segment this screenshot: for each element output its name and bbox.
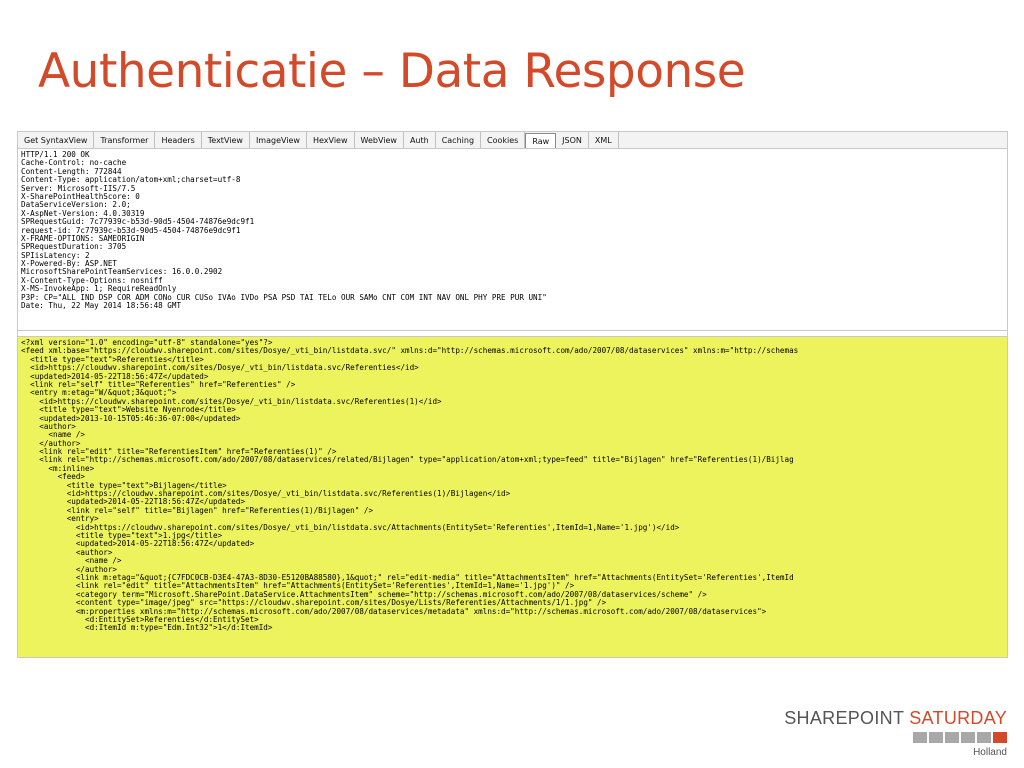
code-line: P3P: CP="ALL IND DSP COR ADM CONo CUR CUSo IVAo IVDo PSA PSD TAI TELo OUR SAMo CNT COM INT NAV ONL PHY PRE PUR UNI" <box>21 292 547 302</box>
sharepoint-saturday-logo <box>745 708 1007 760</box>
code-line: Content-Length: 772844 <box>21 166 122 176</box>
code-line: <feed> <box>21 472 86 482</box>
tab-textview[interactable]: TextView <box>202 132 250 148</box>
code-line: <title type="text">1.jpg</title> <box>21 530 223 540</box>
logo-square <box>945 732 959 743</box>
tab-json[interactable]: JSON <box>556 132 589 148</box>
code-line: <category term="Microsoft.SharePoint.DataService.AttachmentsItem" scheme="http://schemas.microsoft.com/ado/2007/08/dataservices/scheme" /> <box>21 589 707 599</box>
logo-wordmark <box>784 708 1007 729</box>
code-line: <m:inline> <box>21 463 95 473</box>
code-line: <title type="text">Referenties</title> <box>21 354 204 364</box>
code-line: <entry> <box>21 514 99 524</box>
logo-word-saturday: SATURDAY <box>909 708 1007 728</box>
logo-subtitle: Holland <box>973 747 1007 758</box>
logo-square <box>913 732 927 743</box>
response-body-pane[interactable] <box>17 336 1008 658</box>
tab-cookies[interactable]: Cookies <box>481 132 525 148</box>
code-line: <updated>2014-05-22T18:56:47Z</updated> <box>21 371 209 381</box>
fiddler-response-inspector <box>17 131 1008 659</box>
code-line: <link rel="self" title="Referenties" href="Referenties" /> <box>21 379 296 389</box>
code-line: request-id: 7c77939c-b53d-90d5-4504-74876e9dc9f1 <box>21 225 241 235</box>
tab-headers[interactable]: Headers <box>155 132 201 148</box>
logo-square <box>929 732 943 743</box>
code-line: X-FRAME-OPTIONS: SAMEORIGIN <box>21 233 145 243</box>
code-line: Cache-Control: no-cache <box>21 158 127 168</box>
logo-square <box>977 732 991 743</box>
code-line: Content-Type: application/atom+xml;charset=utf-8 <box>21 175 241 185</box>
tab-webview[interactable]: WebView <box>355 132 404 148</box>
code-line: <?xml version="1.0" encoding="utf-8" standalone="yes"?> <box>21 338 273 347</box>
tab-caching[interactable]: Caching <box>436 132 481 148</box>
tab-auth[interactable]: Auth <box>404 132 436 148</box>
code-line: HTTP/1.1 200 OK <box>21 150 90 159</box>
code-line: <link m:etag="&quot;{C7FDC0CB-D3E4-47A3-8D30-E5120BA88580},1&quot;" rel="edit-media" title="AttachmentsItem" href="Attachments(EntitySet='Referenties',ItemId <box>21 572 794 582</box>
code-line: <id>https://cloudwv.sharepoint.com/sites/Dosye/_vti_bin/listdata.svc/Referenties(1)</id> <box>21 396 442 406</box>
code-line: X-SharePointHealthScore: 0 <box>21 191 140 201</box>
code-line: <m:properties xmlns:m="http://schemas.microsoft.com/ado/2007/08/dataservices/metadata" xmlns:d="http://schemas.microsoft.com/ado/2007/08/dataservices"> <box>21 606 767 616</box>
code-line: <link rel="edit" title="AttachmentsItem" href="Attachments(EntitySet='Referenties',ItemId=1,Name='1.jpg')" /> <box>21 581 575 591</box>
tab-raw[interactable]: Raw <box>525 133 556 148</box>
code-line: <author> <box>21 547 113 557</box>
code-line: SPRequestDuration: 3705 <box>21 242 127 252</box>
tab-transformer[interactable]: Transformer <box>94 132 155 148</box>
code-line: <id>https://cloudwv.sharepoint.com/sites/Dosye/_vti_bin/listdata.svc/Referenties(1)/Bijlagen</id> <box>21 489 511 499</box>
code-line: <title type="text">Bijlagen</title> <box>21 480 227 490</box>
code-line: X-Content-Type-Options: nosniff <box>21 275 163 285</box>
code-line: <entry m:etag="W/&quot;3&quot;"> <box>21 388 177 398</box>
code-line: <link rel="http://schemas.microsoft.com/ado/2007/08/dataservices/related/Bijlagen" type="application/atom+xml;type=feed" title="Bijlagen" href="Referenties(1)/Bijlag <box>21 455 794 465</box>
code-line: <author> <box>21 421 76 431</box>
code-line: SPRequestGuid: 7c77939c-b53d-90d5-4504-74876e9dc9f1 <box>21 217 255 227</box>
response-headers-pane[interactable] <box>17 149 1008 331</box>
code-line: SPIisLatency: 2 <box>21 250 90 260</box>
code-line: </author> <box>21 438 81 448</box>
code-line: <content type="image/jpeg" src="https://cloudwv.sharepoint.com/sites/Dosye/Lists/Referenties/Attachments/1/1.jpg" /> <box>21 598 607 608</box>
code-line: X-Powered-By: ASP.NET <box>21 259 118 269</box>
code-line: <d:EntitySet>Referenties</d:EntitySet> <box>21 614 259 624</box>
logo-square-accent <box>993 732 1007 743</box>
tab-get-syntaxview[interactable]: Get SyntaxView <box>18 132 94 148</box>
code-line: <id>https://cloudwv.sharepoint.com/sites/Dosye/_vti_bin/listdata.svc/Attachments(EntitySet='Referenties',ItemId=1,Name='1.jpg')</id> <box>21 522 680 532</box>
code-line: </author> <box>21 564 118 574</box>
code-line: <link rel="self" title="Bijlagen" href="Referenties(1)/Bijlagen" /> <box>21 505 374 515</box>
code-line: X-AspNet-Version: 4.0.30319 <box>21 208 145 218</box>
logo-squares <box>913 732 1007 743</box>
logo-square <box>961 732 975 743</box>
code-line: <updated>2013-10-15T05:46:36-07:00</updated> <box>21 413 241 423</box>
code-line: <name /> <box>21 430 86 440</box>
code-line: DataServiceVersion: 2.0; <box>21 200 131 210</box>
code-line: <name /> <box>21 556 122 566</box>
code-line: <updated>2014-05-22T18:56:47Z</updated> <box>21 497 246 507</box>
code-line: <feed xml:base="https://cloudwv.sharepoint.com/sites/Dosye/_vti_bin/listdata.svc/" xmlns:d="http://schemas.microsoft.com/ado/2007/08/dataservices" xmlns:m="http://schemas <box>21 346 799 356</box>
code-line: Date: Thu, 22 May 2014 18:56:48 GMT <box>21 301 182 311</box>
code-line: Server: Microsoft-IIS/7.5 <box>21 183 136 193</box>
code-line: X-MS-InvokeApp: 1; RequireReadOnly <box>21 284 177 294</box>
tab-xml[interactable]: XML <box>589 132 619 148</box>
inspector-tab-bar <box>17 131 1008 149</box>
tab-hexview[interactable]: HexView <box>307 132 355 148</box>
code-line: <id>https://cloudwv.sharepoint.com/sites/Dosye/_vti_bin/listdata.svc/Referenties</id> <box>21 363 419 373</box>
code-line: <title type="text">Website Nyenrode</title> <box>21 405 236 415</box>
code-line: <updated>2014-05-22T18:56:47Z</updated> <box>21 539 255 549</box>
code-line: <d:ItemId m:type="Edm.Int32">1</d:ItemId> <box>21 623 273 633</box>
code-line: MicrosoftSharePointTeamServices: 16.0.0.2902 <box>21 267 223 277</box>
tab-imageview[interactable]: ImageView <box>250 132 307 148</box>
slide-title: Authenticatie – Data Response <box>38 44 746 99</box>
code-line: <link rel="edit" title="ReferentiesItem" href="Referenties(1)" /> <box>21 447 337 457</box>
logo-word-sharepoint: SHAREPOINT <box>784 708 904 728</box>
